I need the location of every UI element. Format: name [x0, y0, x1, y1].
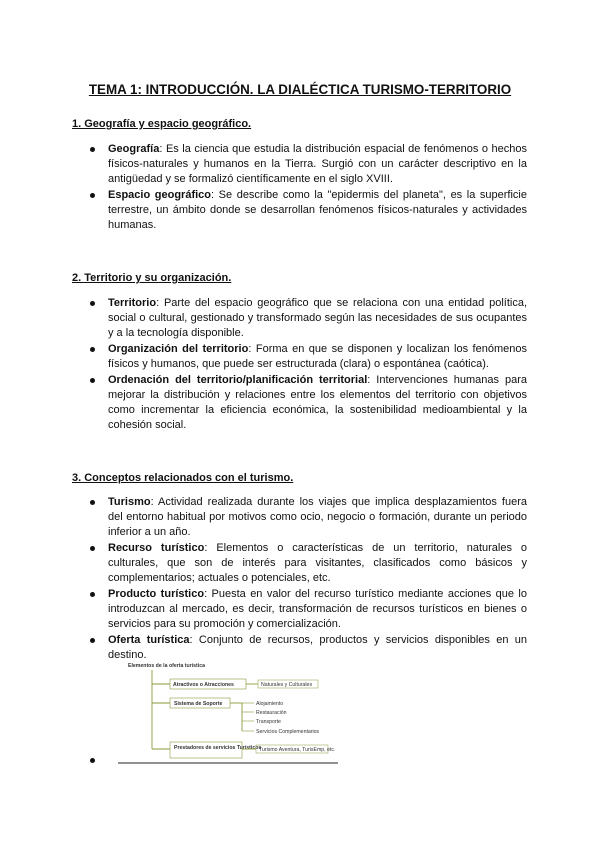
bullet-icon — [90, 347, 95, 352]
diagram-branch-3 — [174, 745, 261, 751]
item-term: Oferta turística — [108, 634, 190, 646]
diagram-branch-3-text: Prestadores de servicios Turísticos — [174, 745, 262, 751]
bullet-icon — [90, 638, 95, 643]
item-text: : Es la ciencia que estudia la distribución espacial de fenómenos o hechos físicos-naturales y humanos en la Tierra. Surgió con un carácter descriptivo en la antigüedad y se formalizó científicamente en el siglo XVIII. — [108, 143, 527, 185]
tourism-offer-diagram — [118, 659, 338, 765]
bullet-icon — [90, 546, 95, 551]
list-item — [90, 188, 527, 233]
item-text: : Intervenciones humanas para mejorar la distribución y relaciones entre los elementos del territorio con objetivos como incrementar la eficiencia económica, la sostenibilidad medioambiental y la cohesión social. — [108, 374, 527, 431]
section-heading-2: 2. Territorio y su organización. — [72, 272, 232, 284]
section-heading-1: 1. Geografía y espacio geográfico. — [72, 118, 252, 130]
list-item — [90, 541, 527, 586]
diagram-leaf: Turismo Aventura, TurisEmp, etc. — [259, 747, 336, 753]
list-item — [90, 587, 527, 632]
bullet-icon — [90, 193, 95, 198]
diagram-root: Elementos de la oferta turística — [128, 663, 205, 669]
list-item — [90, 342, 527, 372]
section-list-2 — [90, 296, 527, 434]
item-text: : Actividad realizada durante los viajes que implica desplazamientos fuera del entorno habitual por motivos como ocio, negocio o formación, durante un periodo inferior a un año. — [108, 496, 527, 538]
list-item — [90, 373, 527, 433]
item-text: : Parte del espacio geográfico que se relaciona con una entidad política, social o cultural, gestionado y transformado según las necesidades de sus ocupantes y a la tecnología disponible. — [108, 297, 527, 339]
item-term: Espacio geográfico — [108, 189, 212, 201]
item-term: Geografía — [108, 143, 160, 155]
bullet-icon — [90, 592, 95, 597]
item-term: Territorio — [108, 297, 157, 309]
bullet-icon — [90, 758, 95, 763]
section-list-3 — [90, 495, 527, 664]
item-text: : Conjunto de recursos, productos y servicios disponibles en un destino. — [108, 634, 528, 661]
diagram-leaf: Naturales y Culturales — [261, 682, 313, 688]
item-text: : Puesta en valor del recurso turístico mediante acciones que lo introduzcan al mercado, es decir, transformación de recursos turísticos en bienes o servicios para su promoción y comercialización. — [108, 588, 527, 630]
list-item — [90, 495, 527, 540]
section-heading-3: 3. Conceptos relacionados con el turismo. — [72, 472, 294, 484]
diagram-branch-1: Atractivos o Atracciones — [173, 682, 234, 688]
diagram-leaf: Transporte — [256, 719, 281, 725]
item-text: : Elementos o características de un territorio, naturales o culturales, que son de interés para visitantes, clasificados como básicos y complementarios; actuales o potenciales, etc. — [108, 542, 528, 584]
diagram-leaf: Servicios Complementarios — [256, 729, 320, 735]
diagram-leaf: Alojamiento — [256, 701, 284, 707]
bullet-icon — [90, 147, 95, 152]
item-term: Organización del territorio — [108, 343, 249, 355]
list-item — [90, 296, 527, 341]
diagram-leaf: Restauración — [256, 710, 287, 716]
item-term: Producto turístico — [108, 588, 205, 600]
item-text: : Forma en que se disponen y localizan los fenómenos físicos y humanos, que puede ser estructurada (clara) o espontánea (caótica). — [108, 343, 527, 370]
diagram-branch-2: Sistema de Soporte — [174, 701, 223, 707]
item-term: Recurso turístico — [108, 542, 205, 554]
bullet-icon — [90, 500, 95, 505]
item-term: Turismo — [108, 496, 151, 508]
bullet-icon — [90, 378, 95, 383]
bullet-icon — [90, 301, 95, 306]
section-list-1 — [90, 142, 527, 234]
document-title: TEMA 1: INTRODUCCIÓN. LA DIALÉCTICA TURISMO-TERRITORIO — [88, 82, 512, 97]
item-term: Ordenación del territorio/planificación territorial — [108, 374, 368, 386]
list-item — [90, 142, 527, 187]
item-text: : Se describe como la "epidermis del planeta", es la superficie terrestre, un ámbito donde se desarrollan fenómenos físicos-naturales y actividades humanas. — [108, 189, 527, 231]
